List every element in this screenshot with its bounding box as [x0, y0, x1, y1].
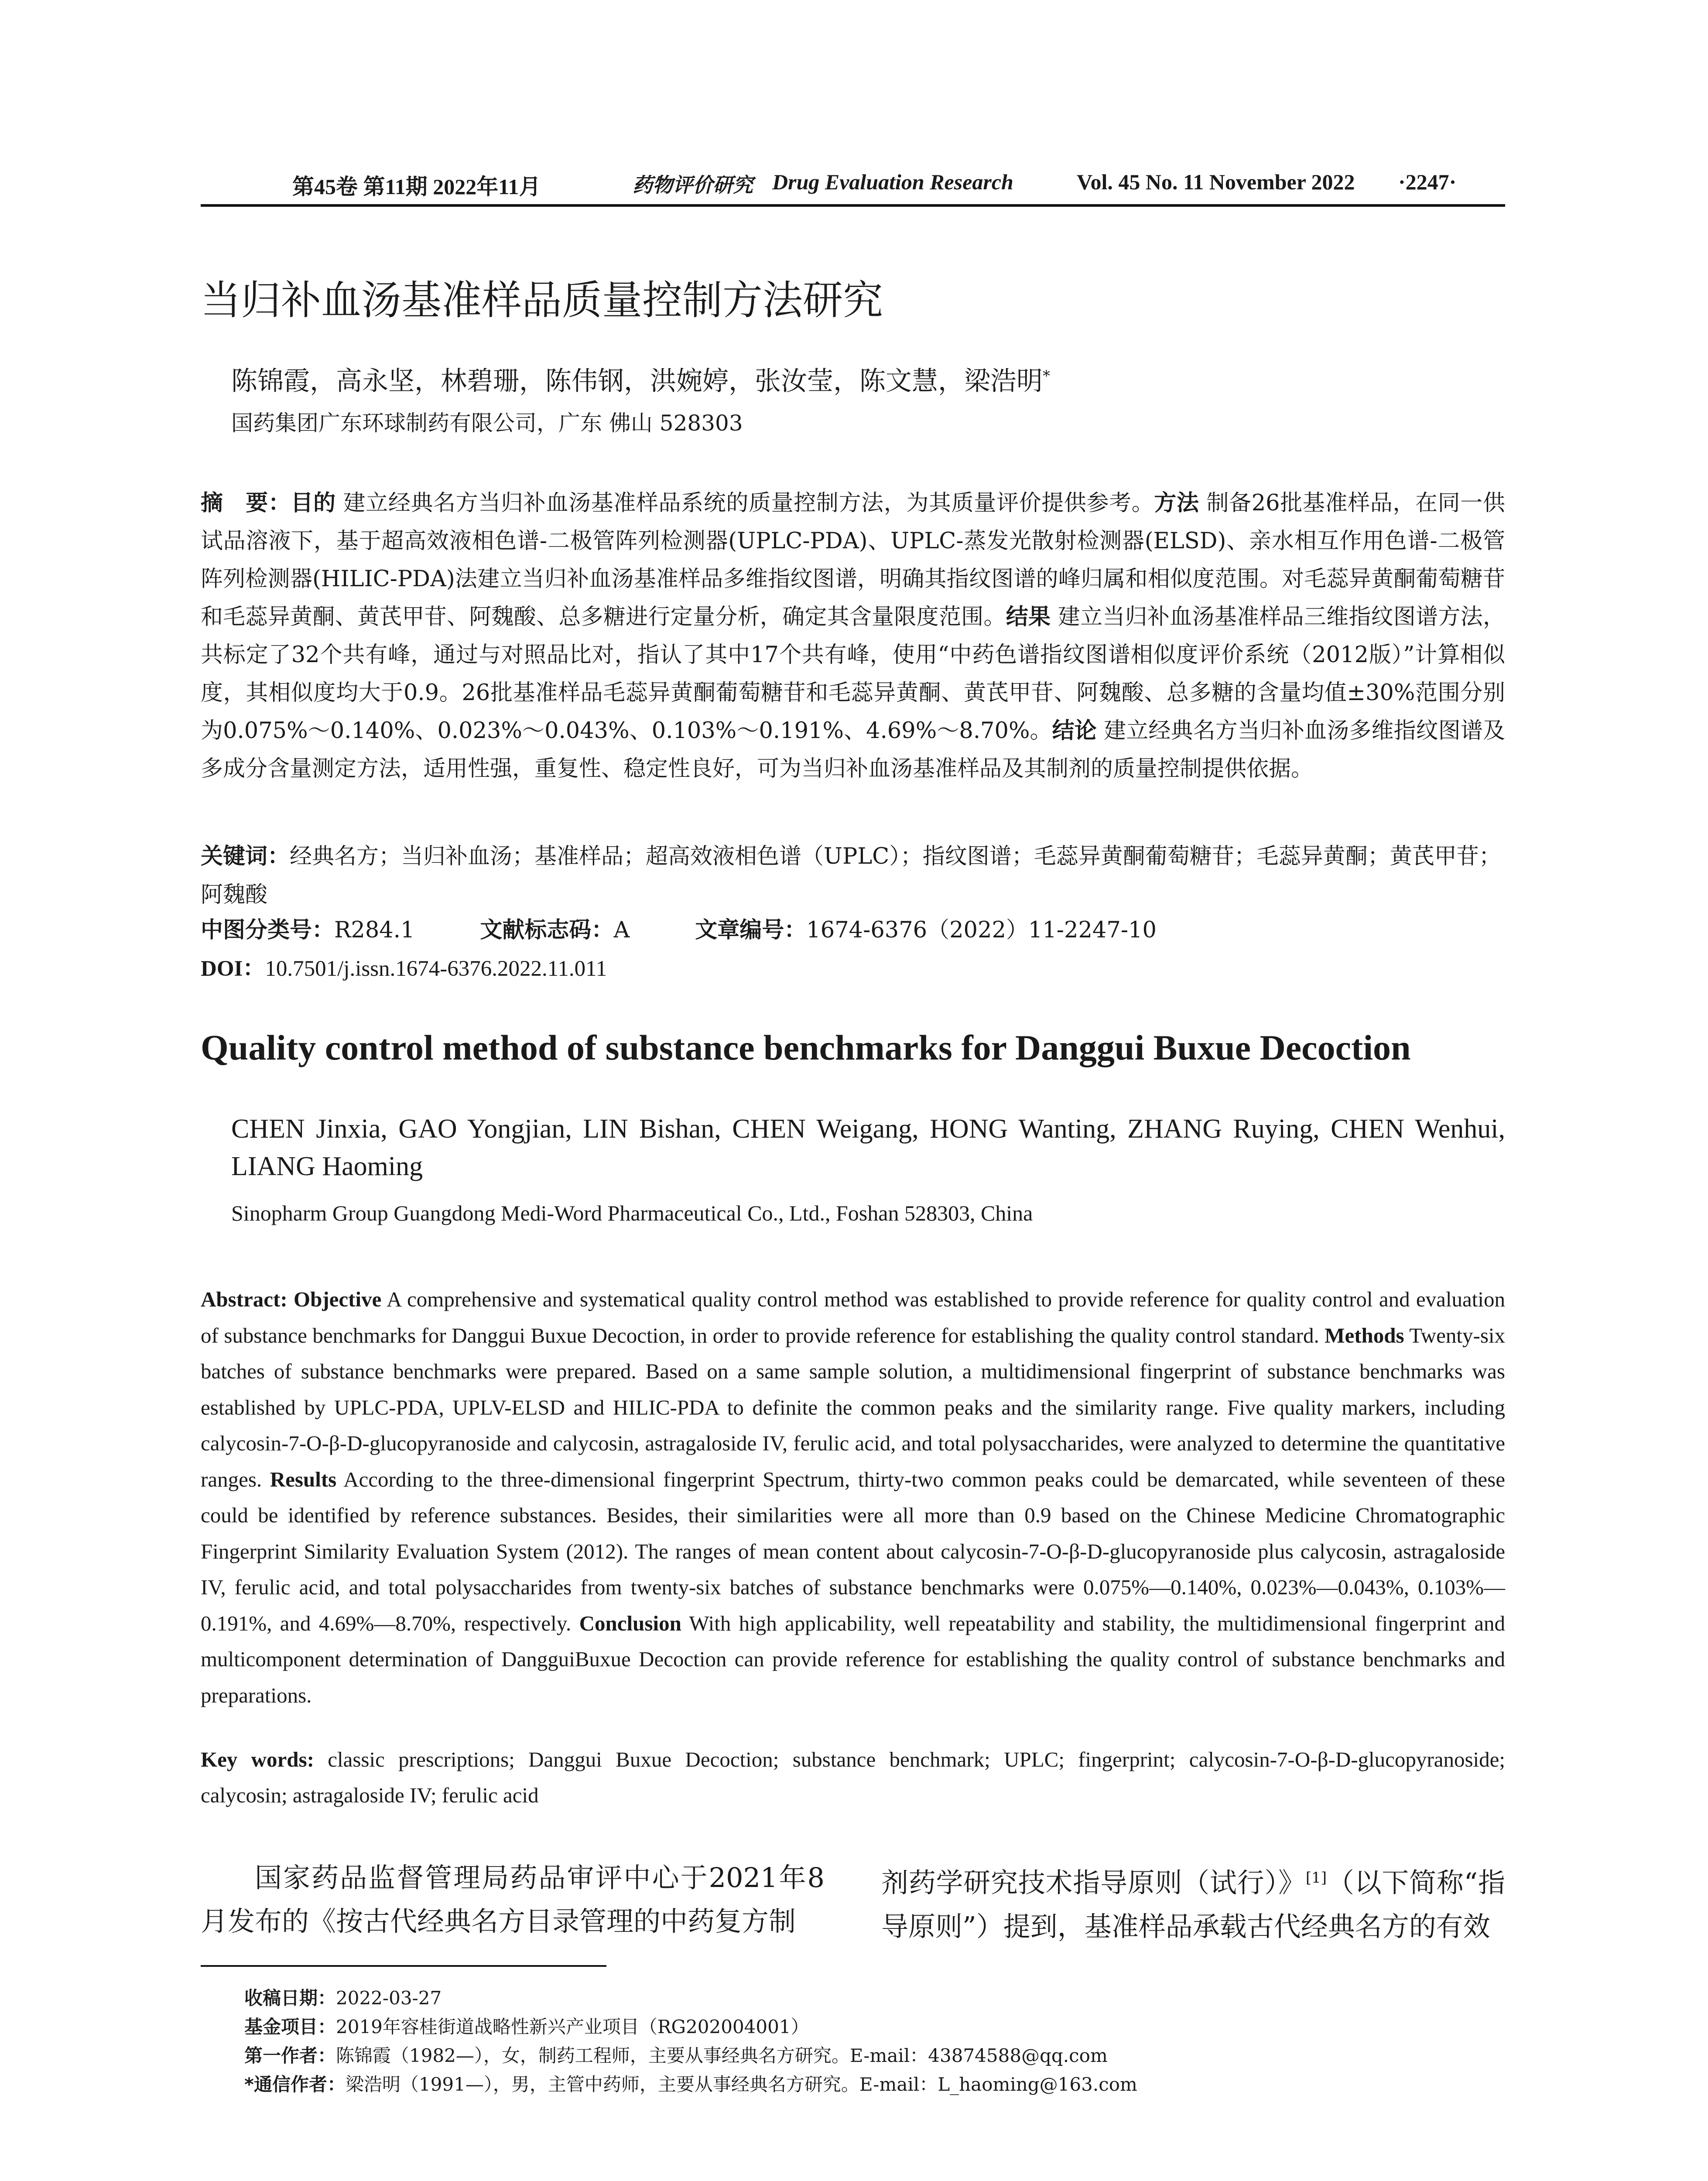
footnote-rule [201, 1965, 606, 1967]
en-conclusion-label: Conclusion [579, 1611, 681, 1635]
footnotes [244, 1984, 1137, 2099]
cn-methods: 制备26批基准样品，在同一供试品溶液下，基于超高效液相色谱-二极管阵列检测器(UPLC-PDA)、UPLC-蒸发光散射检测器(ELSD)、亲水相互作用色谱-二极管阵列检测器(HILIC-PDA)法建立当归补血汤基准样品多维指纹图谱，明确其指纹图谱的峰归属和相似度范围。对毛蕊异黄酮葡萄糖苷和毛蕊异黄酮、黄芪甲苷、阿魏酸、总多糖进行定量分析，确定其含量限度范围。 [201, 490, 1505, 630]
body-column-right [881, 1856, 1505, 1949]
header-issue-en: Vol. 45 No. 11 November 2022 [1077, 170, 1355, 194]
en-conclusion: With high applicability, well repeatability and stability, the multidimensional fingerprint and multicomponent determination of DangguiBuxue Decoction can provide reference for establishing the quality control of substance benchmarks and preparations. [201, 1611, 1506, 1707]
cn-methods-label: 方法 [1154, 490, 1199, 516]
doi-label: DOI： [201, 957, 265, 981]
en-results-label: Results [270, 1467, 337, 1491]
header-cn-issue: 第45卷 第11期 2022年11月 [292, 174, 541, 199]
cn-keywords-text: 经典名方；当归补血汤；基准样品；超高效液相色谱（UPLC）；指纹图谱；毛蕊异黄酮葡萄糖苷；毛蕊异黄酮；黄芪甲苷；阿魏酸 [201, 844, 1501, 908]
corresponding-mark: * [1043, 367, 1050, 385]
en-objective: A comprehensive and systematical quality control method was established to provide reference for quality control and evaluation of substance benchmarks for Danggui Buxue Decoction, in order to provide reference for establishing the quality control standard. [201, 1287, 1506, 1347]
cn-results-label: 结果 [1006, 604, 1051, 630]
cn-keywords-label: 关键词： [201, 844, 290, 869]
corresponding-text: 梁浩明（1991—），男，主管中药师，主要从事经典名方研究。E-mail：L_haoming@163.com [345, 2074, 1137, 2095]
en-methods: Twenty-six batches of substance benchmarks were prepared. Based on a same sample solution, a multidimensional fingerprint of substance benchmarks was established by UPLC-PDA, UPLV-ELSD and HILIC-PDA to definite the common peaks and the similarity range. Five quality markers, including calycosin-7-O-β-D-glucopyranoside and calycosin, astragaloside IV, ferulic acid, and total polysaccharides, were analyzed to determine the quantitative ranges. [201, 1323, 1506, 1491]
en-results: According to the three-dimensional fingerprint Spectrum, thirty-two common peaks could be demarcated, while seventeen of these could be identified by reference substances. Besides, their similarities were all more than 0.9 based on the Chinese Medicine Chromatographic Fingerprint Similarity Evaluation System (2012). The ranges of mean content about calycosin-7-O-β-D-glucopyranoside plus calycosin, astragaloside IV, ferulic acid, and total polysaccharides from twenty-six batches of substance benchmarks were 0.075%—0.140%, 0.023%—0.043%, 0.103%—0.191%, and 4.69%—8.70%, respectively. [201, 1467, 1506, 1635]
running-header [201, 165, 1505, 200]
first-author-text: 陈锦霞（1982—），女，制药工程师，主要从事经典名方研究。E-mail：43874588@qq.com [336, 2045, 1108, 2066]
cn-affiliation: 国药集团广东环球制药有限公司，广东 佛山 528303 [231, 410, 743, 436]
received-label: 收稿日期： [244, 1987, 336, 2009]
classification-line [201, 912, 1157, 949]
footnote-fund [244, 2013, 1137, 2041]
body-right-part-a: 剂药学研究技术指导原则（试行）》 [881, 1866, 1306, 1899]
cn-results: 建立当归补血汤基准样品三维指纹图谱方法，共标定了32个共有峰，通过与对照品比对，指认了其中17个共有峰，使用“中药色谱指纹图谱相似度评价系统（2012版）”计算相似度，其相似度均大于0.9。26批基准样品毛蕊异黄酮葡萄糖苷和毛蕊异黄酮、黄芪甲苷、阿魏酸、总多糖的含量均值±30%范围分别为0.075%～0.140%、0.023%～0.043%、0.103%～0.191%、4.69%～8.70%。 [201, 604, 1505, 744]
en-methods-label: Methods [1325, 1323, 1404, 1347]
doc-code-value: A [613, 917, 630, 943]
en-objective-label: Objective [293, 1287, 382, 1311]
en-affiliation: Sinopharm Group Guangdong Medi-Word Pharmaceutical Co., Ltd., Foshan 528303, China [231, 1201, 1033, 1225]
cn-author-list: 陈锦霞，高永坚，林碧珊，陈伟钢，洪婉婷，张汝莹，陈文慧，梁浩明 [231, 366, 1043, 397]
cn-objective: 建立经典名方当归补血汤基准样品系统的质量控制方法，为其质量评价提供参考。 [343, 490, 1154, 516]
clc-value: R284.1 [334, 917, 415, 943]
cn-abstract-label: 摘 要： [201, 490, 291, 516]
en-title: Quality control method of substance benchmarks for Danggui Buxue Decoction [201, 1028, 1411, 1067]
header-journal-en: Drug Evaluation Research [772, 170, 1013, 194]
cn-conclusion-label: 结论 [1052, 718, 1097, 744]
clc-label: 中图分类号： [201, 917, 335, 943]
article-number-value: 1674-6376（2022）11-2247-10 [806, 917, 1157, 943]
doc-code-label: 文献标志码： [480, 917, 614, 943]
body-right-part-b: （以下简称“指导原则”）提到，基准样品承载古代经典名方的有效 [881, 1866, 1505, 1942]
footnote-corresponding [244, 2070, 1137, 2099]
fund-text: 2019年容桂街道战略性新兴产业项目（RG202004001） [336, 2016, 809, 2037]
cn-abstract [201, 484, 1505, 788]
cn-objective-label: 目的 [291, 490, 336, 516]
en-abstract-label: Abstract: [201, 1287, 288, 1311]
footnote-first-author [244, 2041, 1137, 2070]
en-keywords-text: classic prescriptions; Danggui Buxue Decoction; substance benchmark; UPLC; fingerprint; calycosin-7-O-β-D-glucopyranoside; calycosin; astragaloside IV; ferulic acid [201, 1747, 1505, 1807]
en-abstract [201, 1282, 1505, 1713]
doi-line [201, 950, 607, 982]
journal-logo-cn: 药物评价研究 [633, 173, 753, 197]
body-column-left: 国家药品监督管理局药品审评中心于2021年8月发布的《按古代经典名方目录管理的中药复方制 [201, 1862, 825, 1937]
first-author-label: 第一作者： [244, 2045, 336, 2066]
corresponding-label: *通信作者： [244, 2074, 346, 2095]
article-number-label: 文章编号： [695, 917, 807, 943]
fund-label: 基金项目： [244, 2016, 336, 2037]
cn-title: 当归补血汤基准样品质量控制方法研究 [201, 277, 883, 324]
footnote-received [244, 1984, 1137, 2013]
en-keywords-label: Key words: [201, 1747, 314, 1771]
header-rule [201, 204, 1505, 207]
en-keywords [201, 1742, 1505, 1813]
reference-citation: [1] [1305, 1869, 1327, 1887]
cn-keywords [201, 838, 1505, 914]
en-authors: CHEN Jinxia, GAO Yongjian, LIN Bishan, CHEN Weigang, HONG Wanting, ZHANG Ruying, CHEN Wenhui, LIANG Haoming [231, 1114, 1505, 1181]
cn-authors [231, 360, 1050, 398]
doi-value: 10.7501/j.issn.1674-6376.2022.11.011 [265, 957, 607, 981]
received-date: 2022-03-27 [336, 1987, 442, 2009]
page-number: ·2247· [1398, 170, 1457, 194]
cn-conclusion: 建立经典名方当归补血汤多维指纹图谱及多成分含量测定方法，适用性强，重复性、稳定性良好，可为当归补血汤基准样品及其制剂的质量控制提供依据。 [201, 718, 1505, 782]
